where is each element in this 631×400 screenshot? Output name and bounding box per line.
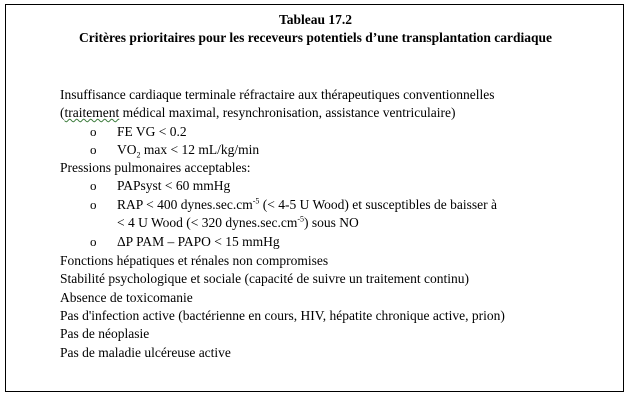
- bullet-icon: o: [90, 178, 97, 193]
- bullet-papsyst: PAPsyst < 60 mmHg: [117, 178, 231, 193]
- vo2-label: VO: [117, 142, 137, 157]
- bullet-icon: o: [90, 124, 97, 139]
- criterion-heart-failure: [60, 86, 495, 103]
- rap-part2: (< 4-5 U Wood) et susceptibles de baisser à: [259, 197, 498, 212]
- table-subtitle: Critères prioritaires pour les receveurs potentiels d’une transplantation cardiaque: [79, 30, 552, 45]
- criterion-no-addiction: Absence de toxicomanie: [60, 290, 193, 305]
- criterion-no-neoplasia: Pas de néoplasie: [60, 326, 150, 341]
- bullet-rap-continued: [117, 214, 359, 231]
- paren-open: (: [60, 105, 65, 120]
- rap-part4: ) sous NO: [304, 215, 359, 230]
- criterion-heart-failure-detail: [60, 104, 456, 121]
- bullet-icon: o: [90, 142, 97, 157]
- criterion-psychosocial: Stabilité psychologique et sociale (capacité de suivre un traitement continu): [60, 271, 469, 286]
- rap-part3: < 4 U Wood (< 320 dynes.sec.cm: [117, 215, 298, 230]
- table-title: Tableau 17.2: [278, 12, 353, 27]
- rap-exponent: -5: [252, 196, 260, 206]
- bullet-icon: o: [90, 234, 97, 249]
- bullet-icon: o: [90, 197, 97, 212]
- vo2-subscript: 2: [136, 150, 141, 160]
- rap-part1: RAP < 400 dynes.sec.cm: [117, 197, 253, 212]
- bullet-fe-vg: FE VG < 0.2: [117, 124, 187, 139]
- bullet-rap: [117, 196, 497, 213]
- rap-exponent: -5: [297, 214, 305, 224]
- heart-failure-line1: Insuffisance cardiaque terminale réfractaire aux thérapeutiques conventionnelles: [60, 87, 495, 102]
- criterion-pulmonary: Pressions pulmonaires acceptables:: [60, 160, 251, 175]
- criterion-no-infection: Pas d'infection active (bactérienne en cours, HIV, hépatite chronique active, prion): [60, 308, 505, 323]
- criterion-hepatic-renal: Fonctions hépatiques et rénales non compromises: [60, 253, 329, 268]
- bullet-vo2-max: [117, 141, 259, 158]
- bullet-gradient: ΔP PAM – PAPO < 15 mmHg: [117, 234, 280, 249]
- spellcheck-word: traitement: [64, 105, 120, 120]
- vo2-value: max < 12 mL/kg/min: [140, 142, 260, 157]
- heart-failure-line2-rest: médical maximal, resynchronisation, assistance ventriculaire): [119, 105, 456, 120]
- criterion-no-ulcer: Pas de maladie ulcéreuse active: [60, 345, 231, 360]
